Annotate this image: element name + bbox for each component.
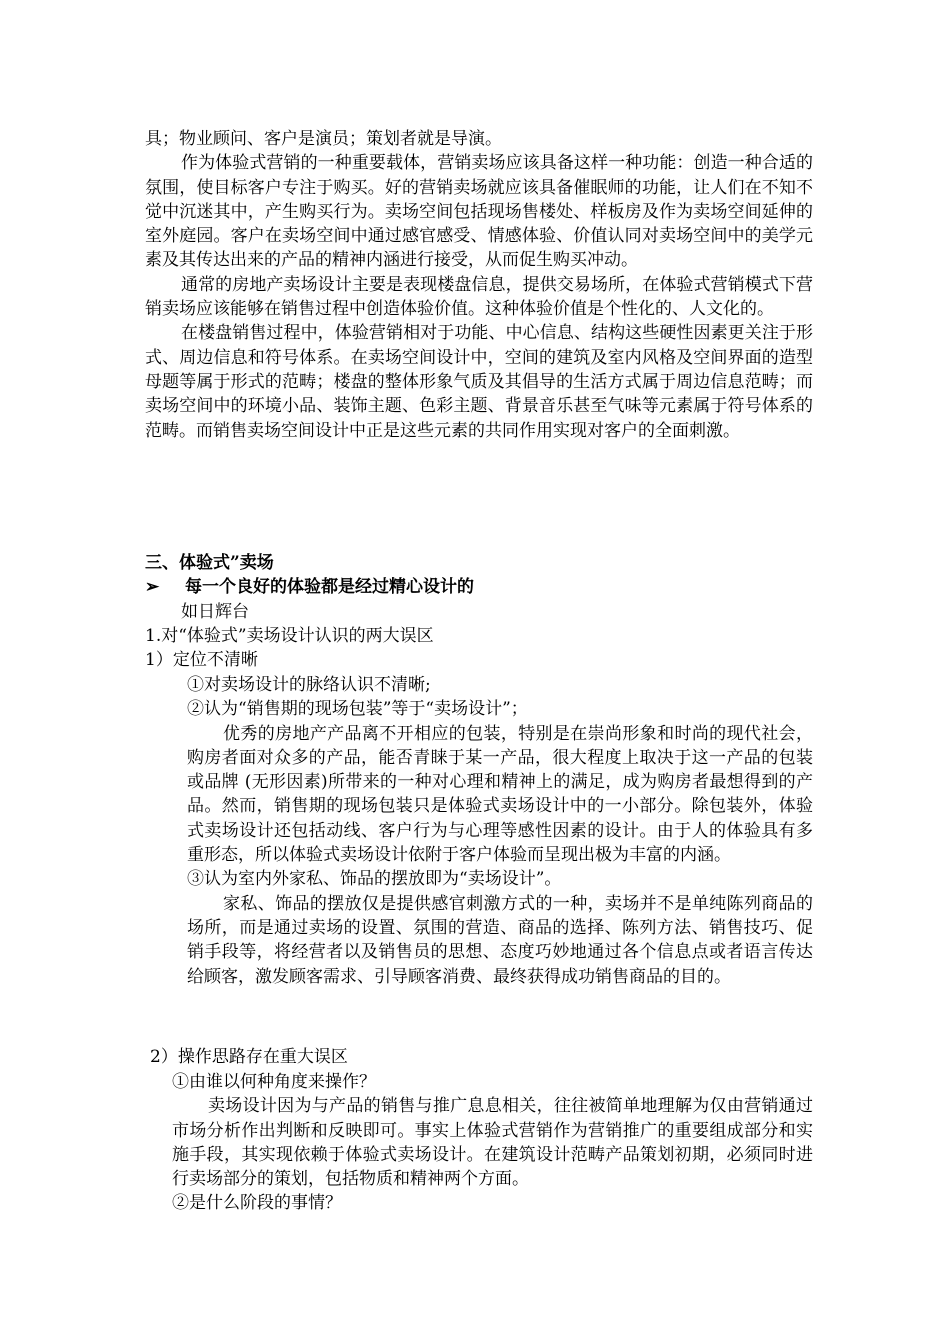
subitem-content-1 bbox=[187, 673, 813, 989]
point-d1: ①由谁以何种角度来操作？ bbox=[172, 1072, 376, 1092]
point-1: ①对卖场设计的脉络认识不清晰; bbox=[187, 675, 431, 695]
section-three bbox=[145, 551, 813, 672]
paragraph-continuation: 具；物业顾问、客户是演员；策划者就是导演。 bbox=[145, 129, 502, 149]
paragraph-sales-process: 在楼盘销售过程中，体验营销相对于功能、中心信息、结构这些硬性因素更关注于形式、周边信息和符号体系。在卖场空间设计中，空间的建筑及室内风格及空间界面的造型母题等属于形式的范畴；楼盘的整体形象气质及其倡导的生活方式属于周边信息范畴；而卖场空间中的环境小品、装饰主题、色彩主题、背景音乐甚至气味等元素属于符号体系的范畴。而销售卖场空间设计中正是这些元素的共同作用实现对客户的全面刺激。 bbox=[145, 323, 813, 441]
section-heading: 三、体验式”卖场 bbox=[145, 553, 274, 573]
example-name: 如日辉台 bbox=[181, 601, 249, 622]
subitem-heading-1: 1）定位不清晰 bbox=[145, 650, 258, 671]
section-body-top bbox=[145, 127, 813, 443]
item-heading-1: 1.对“体验式”卖场设计认识的两大误区 bbox=[145, 625, 434, 646]
bullet-arrow-icon: ➢ bbox=[145, 577, 160, 598]
point-3: ③认为室内外家私、饰品的摆放即为“卖场设计”。 bbox=[187, 869, 562, 890]
bullet-text: 每一个良好的体验都是经过精心设计的 bbox=[185, 577, 474, 598]
point-d2: ②是什么阶段的事情？ bbox=[172, 1193, 342, 1214]
paragraph-venue-design: 通常的房地产卖场设计主要是表现楼盘信息，提供交易场所，在体验式营销模式下营销卖场应该能够在销售过程中创造体验价值。这种体验价值是个性化的、人文化的。 bbox=[145, 274, 813, 320]
point-d1-paragraph: 卖场设计因为与产品的销售与推广息息相关，往往被简单地理解为仅由营销通过市场分析作出判断和反映即可。事实上体验式营销作为营销推广的重要组成部分和实施手段，其实现依赖于体验式卖场设计。在建筑设计范畴产品策划初期，必须同时进行卖场部分的策划，包括物质和精神两个方面。 bbox=[172, 1096, 813, 1190]
subitem-heading-2: 2）操作思路存在重大误区 bbox=[150, 1047, 348, 1067]
subitem-content-2 bbox=[172, 1070, 813, 1216]
bullet-line bbox=[145, 575, 813, 599]
point-2: ②认为“销售期的现场包装”等于“卖场设计”； bbox=[187, 699, 528, 720]
paragraph-marketing-venue: 作为体验式营销的一种重要载体，营销卖场应该具备这样一种功能：创造一种合适的氛围，使目标客户专注于购买。好的营销卖场就应该具备催眠师的功能，让人们在不知不觉中沉迷其中，产生购买行为。卖场空间包括现场售楼处、样板房及作为卖场空间延伸的室外庭园。客户在卖场空间中通过感官感受、情感体验、价值认同对卖场空间中的美学元素及其传达出来的产品的精神内涵进行接受，从而促生购买冲动。 bbox=[145, 153, 813, 271]
point-3-paragraph: 家私、饰品的摆放仅是提供感官刺激方式的一种，卖场并不是单纯陈列商品的场所，而是通过卖场的设置、氛围的营造、商品的选择、陈列方法、销售技巧、促销手段等，将经营者以及销售员的思想、态度巧妙地通过各个信息点或者语言传达给顾客，激发顾客需求、引导顾客消费、最终获得成功销售商品的目的。 bbox=[187, 893, 813, 987]
point-2-paragraph: 优秀的房地产产品离不开相应的包装，特别是在崇尚形象和时尚的现代社会，购房者面对众多的产品，能否青睐于某一产品，很大程度上取决于这一产品的包装或品牌 (无形因素)所带来的一种对心理和精神上的满足，成为购房者最想得到的产品。然而，销售期的现场包装只是体验式卖场设计中的一小部分。除包装外，体验式卖场设计还包括动线、客户行为与心理等感性因素的设计。由于人的体验具有多重形态，所以体验式卖场设计依附于客户体验而呈现出极为丰富的内涵。 bbox=[187, 723, 813, 866]
subitem-heading-2-wrap bbox=[150, 1045, 818, 1069]
